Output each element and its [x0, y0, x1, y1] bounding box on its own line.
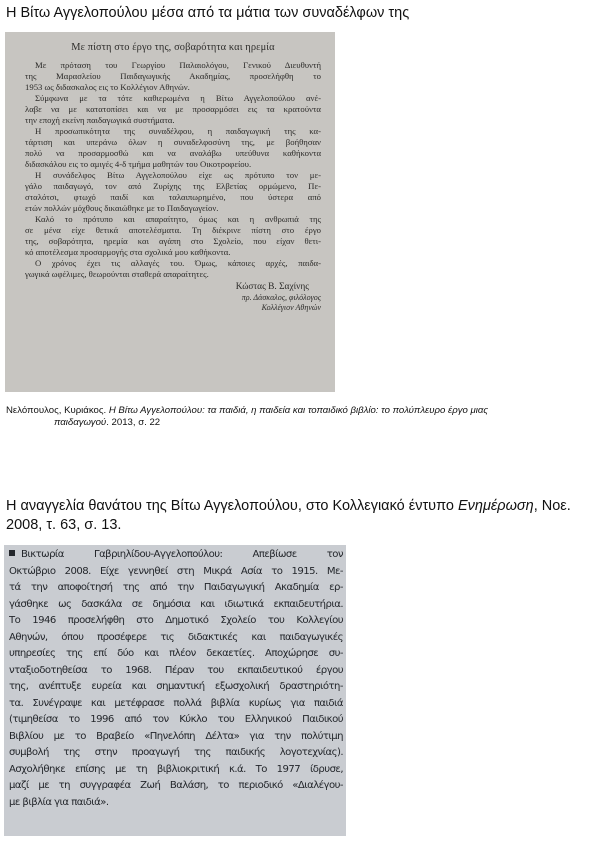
citation-author: Νελόπουλος, Κυριάκος.	[6, 405, 109, 416]
clipping-text-line: Βιβλίου με το Βραβείο «Πηνελόπη Δέλτα» για την πολύτιμη	[9, 730, 343, 742]
signature-name: Κώστας Β. Σαχίνης	[235, 282, 309, 292]
newsletter-clipping-photo	[4, 545, 346, 836]
book-text-line: Με πρόταση του Γεωργίου Παλαιολόγου, Γενικού Διευθυντή	[35, 60, 321, 70]
obituary-heading-source: , Νοε. 2008, τ. 63, σ. 13.	[6, 498, 571, 533]
book-text-line: Ο χρόνος έχει τις αλλαγές του. Όμως, κάποιες αρχές, παιδα-	[35, 258, 321, 268]
book-text-line: 1953 ως διδασκαλος εις το Κολλέγιον Αθηνών.	[25, 82, 190, 92]
book-text-line: διδασκάλου εις το αμιγές 4-δ τμήμα μαθητών του Οικοτροφείου.	[25, 159, 252, 169]
book-text-line: της, σοβαρότητα, ηρεμία και αγάπη στο Σχολείο, που είχαν θετι-	[25, 236, 321, 246]
book-text-line: Σύμφωνα με τα τότε καθιερωμένα η Βίτω Αγγελοπούλου ανέ-	[35, 93, 321, 103]
book-text-line: την εποχή εκείνη παιδαγωγικά συστήματα.	[25, 115, 175, 125]
book-text-line: γωγικά ωφέλιμες, θεωρούνται σταθερά απαραίτητες.	[25, 269, 209, 279]
book-page-photo	[5, 32, 335, 392]
book-text-line: Η συνάδελφος Βίτω Αγγελοπούλου είχε ως πρότυπο τον με-	[35, 170, 321, 180]
book-text-line: τάρτιση και υπεράνω όλων η συναδελφοσύνη της, με βοήθησαν	[25, 137, 321, 147]
clipping-text-line: Οκτώβριο 2008. Είχε γεννηθεί στη Μικρά Ασία το 1915. Με-	[9, 565, 343, 577]
newsletter-title: Ενημέρωση	[458, 498, 534, 514]
book-text-line: κό αποτέλεσμα προσαρμογής στα σχολικά μου καθήκοντα.	[25, 247, 231, 257]
clipping-text-line: της, ανέπτυξε ευρεία και σημαντική εξωσχολική δραστηριότη-	[9, 681, 343, 692]
clipping-text-line: συμβολή της στην προαγωγή της παιδικής λογοτεχνίας).	[9, 747, 343, 758]
newsletter-clipping-text	[9, 547, 343, 811]
book-text-line: Καλό το πρότυπο και απαραίτητο, όμως και η ανθρωπιά της	[35, 214, 321, 224]
book-text-line: ετών πολλών μόχθους δικαιώθηκε με το Παιδαγωγείον.	[25, 203, 219, 213]
signature-role: πρ. Δάσκαλος, φιλόλογος	[241, 293, 321, 302]
clipping-text-line: τά την αποφοίτησή της από την Παιδαγωγική Ακαδημία ερ-	[9, 582, 343, 593]
citation-title-continued: παιδαγωγού	[54, 417, 107, 429]
citation-details: . 2013, σ. 22	[106, 417, 161, 429]
clipping-text-line: Ασχολήθηκε επίσης με τη βιβλιοκριτική κ.ά. Το 1977 ίδρυσε,	[9, 763, 343, 775]
book-text-line: λαβε να με κατατοπίσει και να με προσαρμόσει εις τα κρατούντα	[25, 104, 321, 114]
bullet-square-icon	[9, 550, 15, 556]
signature-institution: Κολλέγιον Αθηνών	[261, 303, 321, 312]
clipping-text-line: μαζί με τη συγγραφέα Ζωή Βαλάση, το περιοδικό «Διαλέγου-	[9, 780, 343, 791]
book-text-line: της Μαρασλείου Παιδαγωγικής Ακαδημίας, προσελήφθη το	[25, 71, 321, 81]
book-page-title: Με πίστη στο έργο της, σοβαρότητα και ηρεμία	[71, 42, 275, 53]
clipping-text-line: Βικτωρία Γαβριηλίδου-Αγγελοπούλου: Απεβίωσε τον	[9, 547, 343, 564]
clipping-text-line: Αθηνών, όπου προσέφερε τις διδακτικές και παιδαγωγικές	[9, 631, 343, 643]
clipping-text-line: (τιμηθείσα το 1996 από τον Κύκλο του Ελληνικού Παιδικού	[9, 714, 343, 725]
clipping-text-line: υπηρεσίες της επί δύο και πλέον δεκαετίες. Αποχώρησε συ-	[9, 648, 343, 659]
clipping-text-line: Το 1946 προσελήφθη στο Δημοτικό Σχολείο του Κολλεγίου	[9, 615, 343, 626]
clipping-text-line: τα. Συνέγραψε και μετέφρασε πολλά βιβλία κυρίως για παιδιά	[9, 697, 343, 709]
book-text-line: γάλο παιδαγωγό, τον από Ζυρίχης της Ελβετίας ορμώμενο, Πε-	[25, 181, 321, 191]
book-text-line: πολύ να προσαρμοσθώ και να αναλάβω υπεύθυνα καθήκοντα	[25, 148, 321, 158]
clipping-text-line: γάσθηκε ως δασκάλα σε δημόσια και ιδιωτικά εκπαιδευτήρια.	[9, 598, 343, 610]
book-citation-caption	[6, 405, 596, 430]
clipping-text-line: νταξιοδοτηθείσα το 1968. Πέραν του εκπαιδευτικού έργου	[9, 664, 343, 676]
signature-block	[25, 281, 321, 313]
clipping-text-line: με βιβλία για παιδιά».	[9, 796, 109, 808]
section-heading-obituary	[6, 497, 586, 535]
citation-title: Η Βίτω Αγγελοπούλου: τα παιδιά, η παιδεία και τοπαιδικό βιβλίο: το πολύπλευρο έργο μιας	[108, 405, 489, 416]
book-page-text	[25, 60, 321, 280]
book-text-line: Η προσωπικότητα της συναδέλφου, η παιδαγωγική της κα-	[35, 126, 321, 136]
book-text-line: σε μένα είχε θετικά αποτελέσματα. Τη διέκρινε πίστη στο έργο	[25, 225, 321, 235]
obituary-heading-text: Η αναγγελία θανάτου της Βίτω Αγγελοπούλου, στο Κολλεγιακό έντυπο	[6, 498, 458, 514]
book-text-line: σταλότσι, φτωχό παιδί και ταλαιπωρημένο, που ύστερα από	[25, 192, 321, 202]
section-heading-colleagues: Η Βίτω Αγγελοπούλου μέσα από τα μάτια των συναδέλφων της	[6, 5, 410, 21]
